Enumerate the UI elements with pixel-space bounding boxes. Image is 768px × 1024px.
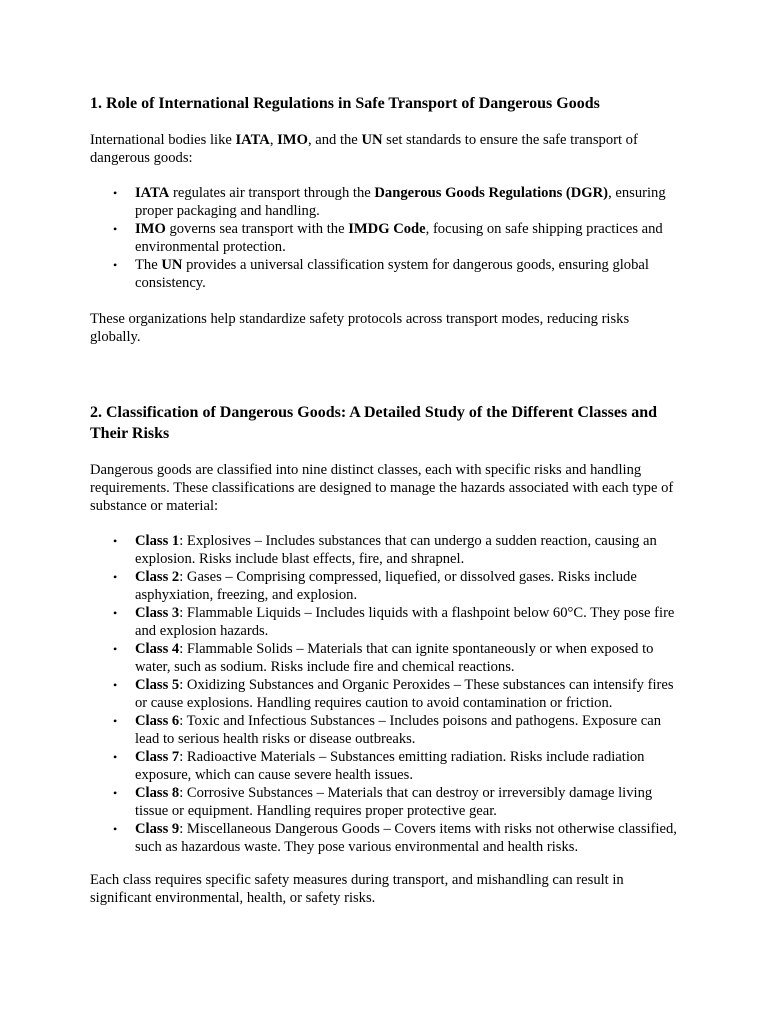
class-list-item (90, 748, 682, 784)
bullet-icon: • (113, 786, 118, 800)
class-list-item (90, 712, 682, 748)
bullet-icon: • (113, 222, 118, 236)
class-label: Class 3 (135, 605, 180, 621)
bold-term: UN (161, 257, 183, 273)
bold-term: IMO (277, 132, 308, 148)
text-run: , focusing on safe shipping practices and environmental protection. (135, 221, 663, 255)
class-label: Class 5 (135, 677, 180, 693)
class-list-item (90, 820, 682, 856)
class-description: : Explosives – Includes substances that can undergo a sudden reaction, causing an explosion. Risks include blast effects, fire, and shrapnel. (135, 533, 657, 567)
section2-intro: Dangerous goods are classified into nine distinct classes, each with specific risks and handling requirements. These classifications are designed to manage the hazards associated with each type of substance or material: (90, 462, 674, 514)
bold-term: IATA (135, 185, 170, 201)
list-item (90, 220, 682, 256)
section2-heading: 2. Classification of Dangerous Goods: A Detailed Study of the Different Classes and Their Risks (90, 404, 657, 442)
class-list-item (90, 604, 682, 640)
class-label: Class 8 (135, 785, 180, 801)
text-run: , (269, 132, 278, 148)
list-item (90, 256, 682, 292)
class-description: : Miscellaneous Dangerous Goods – Covers items with risks not otherwise classified, such as hazardous waste. They pose various environmental and health risks. (135, 821, 677, 855)
bullet-icon: • (113, 678, 118, 692)
class-label: Class 4 (135, 641, 180, 657)
class-list-item (90, 568, 682, 604)
section1-heading: 1. Role of International Regulations in Safe Transport of Dangerous Goods (90, 95, 600, 112)
section1-bullet-list (90, 184, 682, 292)
bullet-icon: • (113, 822, 118, 836)
bold-term: IATA (235, 132, 270, 148)
text-run: , and the (307, 132, 362, 148)
text-run: International bodies like (90, 132, 236, 148)
text-run: regulates air transport through the (169, 185, 375, 201)
class-description: : Flammable Liquids – Includes liquids with a flashpoint below 60°C. They pose fire and explosion hazards. (135, 605, 675, 639)
class-label: Class 1 (135, 533, 180, 549)
class-list-item (90, 676, 682, 712)
class-list (90, 532, 682, 856)
text-run: set standards to ensure the safe transport of dangerous goods: (90, 132, 638, 166)
class-label: Class 9 (135, 821, 180, 837)
section1-intro (90, 131, 670, 167)
bullet-icon: • (113, 186, 118, 200)
bullet-icon: • (113, 570, 118, 584)
section2-closing: Each class requires specific safety measures during transport, and mishandling can result in significant environmental, health, or safety risks. (90, 872, 624, 906)
text-run: governs sea transport with the (165, 221, 349, 237)
text-run: The (135, 257, 162, 273)
class-label: Class 2 (135, 569, 180, 585)
class-description: : Toxic and Infectious Substances – Includes poisons and pathogens. Exposure can lead to serious health risks or disease outbreaks. (135, 713, 662, 747)
bullet-icon: • (113, 258, 118, 272)
bold-term: IMO (135, 221, 166, 237)
class-list-item (90, 784, 682, 820)
bullet-icon: • (113, 534, 118, 548)
text-run: , ensuring proper packaging and handling. (135, 185, 666, 219)
class-list-item (90, 640, 682, 676)
text-run: provides a universal classification system for dangerous goods, ensuring global consistency. (135, 257, 649, 291)
class-label: Class 7 (135, 749, 180, 765)
bold-term: Dangerous Goods Regulations (DGR) (374, 185, 609, 201)
class-label: Class 6 (135, 713, 180, 729)
bold-term: UN (361, 132, 383, 148)
class-description: : Flammable Solids – Materials that can ignite spontaneously or when exposed to water, such as sodium. Risks include fire and chemical reactions. (135, 641, 654, 675)
class-description: : Oxidizing Substances and Organic Peroxides – These substances can intensify fires or cause explosions. Handling requires caution to avoid contamination or friction. (135, 677, 674, 711)
bullet-icon: • (113, 750, 118, 764)
bullet-icon: • (113, 714, 118, 728)
bold-term: IMDG Code (348, 221, 426, 237)
class-list-item (90, 532, 682, 568)
list-item (90, 184, 682, 220)
class-description: : Gases – Comprising compressed, liquefied, or dissolved gases. Risks include asphyxiation, freezing, and explosion. (135, 569, 637, 603)
section1-closing: These organizations help standardize safety protocols across transport modes, reducing risks globally. (90, 311, 630, 345)
class-description: : Radioactive Materials – Substances emitting radiation. Risks include radiation exposure, which can cause severe health issues. (135, 749, 645, 783)
bullet-icon: • (113, 606, 118, 620)
class-description: : Corrosive Substances – Materials that can destroy or irreversibly damage living tissue or equipment. Handling requires proper protective gear. (135, 785, 653, 819)
bullet-icon: • (113, 642, 118, 656)
